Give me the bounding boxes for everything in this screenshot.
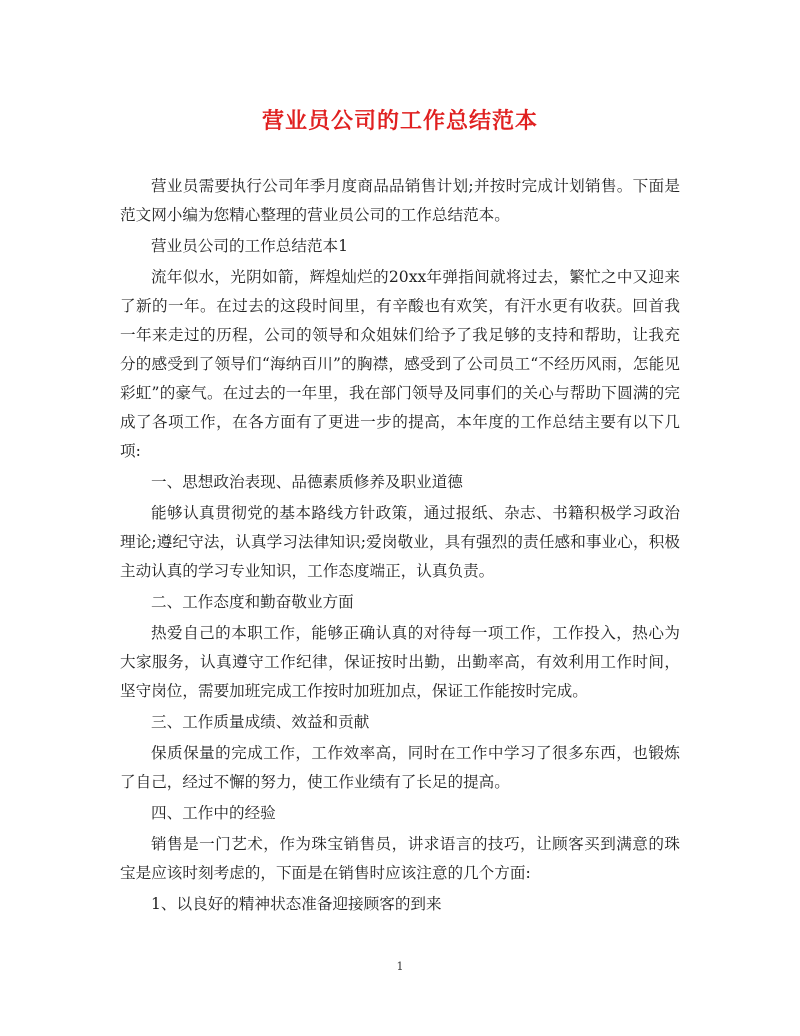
paragraph-subtitle: 营业员公司的工作总结范本1 [151,237,349,255]
paragraph-section-2: 热爱自己的本职工作，能够正确认真的对待每一项工作，工作投入，热心为大家服务，认真遵守工作纪律，保证按时出勤，出勤率高，有效利用工作时间，坚守岗位，需要加班完成工作按时加班加点，保证工作能按时完成。 [120,624,680,700]
list-item-1: 1、以良好的精神状态准备迎接顾客的到来 [151,895,442,913]
paragraph-section-3: 保质保量的完成工作，工作效率高，同时在工作中学习了很多东西，也锻炼了自己，经过不懈的努力，使工作业绩有了长足的提高。 [120,744,680,791]
document-body [120,172,680,919]
section-heading-2: 二、工作态度和勤奋敬业方面 [151,593,354,611]
section-heading-3: 三、工作质量成绩、效益和贡献 [151,713,370,731]
paragraph-section-1: 能够认真贯彻党的基本路线方针政策，通过报纸、杂志、书籍积极学习政治理论;遵纪守法，认真学习法律知识;爱岗敬业，具有强烈的责任感和事业心，积极主动认真的学习专业知识，工作态度端正，认真负责。 [120,504,680,580]
section-heading-4: 四、工作中的经验 [151,804,276,822]
document-title: 营业员公司的工作总结范本 [261,108,538,134]
section-heading-1: 一、思想政治表现、品德素质修养及职业道德 [151,473,463,491]
paragraph-review: 流年似水，光阴如箭，辉煌灿烂的20xx年弹指间就将过去，繁忙之中又迎来了新的一年。在过去的这段时间里，有辛酸也有欢笑，有汗水更有收获。回首我一年来走过的历程，公司的领导和众姐妹们给予了我足够的支持和帮助，让我充分的感受到了领导们“海纳百川”的胸襟，感受到了公司员工“不经历风雨，怎能见彩虹”的豪气。在过去的一年里，我在部门领导及同事们的关心与帮助下圆满的完成了各项工作，在各方面有了更进一步的提高，本年度的工作总结主要有以下几项: [120,268,680,460]
paragraph-intro: 营业员需要执行公司年季月度商品品销售计划;并按时完成计划销售。下面是范文网小编为您精心整理的营业员公司的工作总结范本。 [120,177,680,224]
page-number: 1 [396,960,404,973]
paragraph-section-4: 销售是一门艺术，作为珠宝销售员，讲求语言的技巧，让顾客买到满意的珠宝是应该时刻考虑的，下面是在销售时应该注意的几个方面: [120,835,680,882]
